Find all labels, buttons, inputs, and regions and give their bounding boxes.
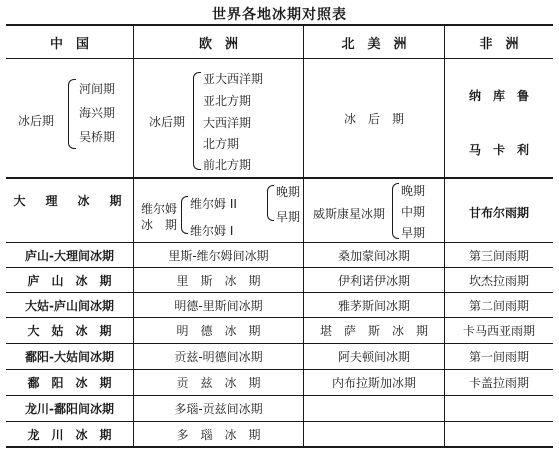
table-cell-north-america: 堪 萨 斯 冰 期: [319, 324, 428, 338]
table-cell-europe: 多瑙-贡兹间冰期: [174, 402, 263, 416]
table-cell-europe: 多 瑙 冰 期: [176, 427, 261, 442]
na-wisconsin-item: 晚期: [401, 184, 426, 198]
china-postglacial-item: 海兴期: [79, 106, 116, 120]
na-wisconsin-item: 早期: [401, 226, 426, 240]
table-cell-north-america: [304, 396, 444, 421]
header-north-america: 北 美 洲: [341, 36, 407, 52]
table-cell-china: 大 姑 冰 期: [27, 324, 112, 338]
table-cell-north-america: 阿夫顿间冰期: [337, 350, 410, 364]
table-cell-china: 大姑-庐山间冰期: [25, 298, 114, 313]
africa-nakuru: 纳 库 鲁: [468, 88, 529, 103]
table-cell-africa: 第二间雨期: [468, 298, 529, 313]
europe-postglacial-item: 亚北方期: [203, 94, 252, 108]
table-cell-africa: 坎杰拉雨期: [468, 273, 529, 288]
table-cell-europe: 贡兹-明德间冰期: [174, 350, 263, 364]
europe-postglacial-brace: [193, 72, 201, 170]
china-dali-glaciation: 大 理 冰 期: [13, 193, 126, 208]
table-cell-africa: 第三间雨期: [468, 248, 529, 263]
table-cell-africa: [445, 396, 553, 421]
table-cell-north-america: 桑加蒙间冰期: [337, 248, 410, 263]
table-cell-china: 庐 山 冰 期: [27, 273, 112, 288]
europe-wurm-brace: [181, 196, 188, 234]
europe-wurm-label-2: 冰 期: [141, 218, 178, 232]
table-cell-china: 龙 川 冰 期: [27, 427, 112, 442]
header-africa: 非 洲: [479, 36, 519, 52]
europe-postglacial-label: 冰后期: [149, 115, 186, 129]
table-cell-north-america: 伊利诺伊冰期: [337, 273, 410, 288]
header-europe: 欧 洲: [198, 36, 238, 52]
table-cell-north-america: 雅茅斯间冰期: [337, 298, 410, 313]
table-cell-africa: 卡盖拉雨期: [468, 376, 529, 390]
table-cell-africa: 卡马西亚雨期: [462, 324, 535, 338]
europe-wurm2-brace: [267, 185, 274, 221]
na-wisconsin-brace: [392, 183, 399, 239]
table-title: 世界各地冰期对照表: [212, 7, 347, 23]
europe-wurm2-phase: 早期: [276, 210, 301, 224]
table-cell-europe: 明 德 冰 期: [176, 324, 261, 338]
table-cell-europe: 里斯-维尔姆间冰期: [168, 248, 269, 263]
na-wisconsin-item: 中期: [401, 205, 426, 219]
china-postglacial-label: 冰后期: [18, 114, 55, 128]
na-wisconsin-label: 威斯康星冰期: [313, 207, 386, 221]
table-cell-north-america: 内布拉斯加冰期: [331, 376, 416, 390]
china-postglacial-item: 河间期: [79, 82, 116, 96]
africa-gamblian-pluvial: 甘布尔雨期: [468, 205, 529, 220]
na-postglacial: 冰 后 期: [343, 111, 404, 126]
table-cell-china: 龙川-鄱阳间冰期: [25, 402, 114, 416]
table-cell-china: 庐山-大理间冰期: [25, 248, 114, 263]
china-postglacial-brace: [68, 79, 76, 149]
header-china: 中 国: [49, 36, 89, 52]
europe-wurm-sub: 维尔姆 II: [190, 197, 237, 211]
europe-wurm-sub: 维尔姆 I: [190, 224, 234, 238]
table-cell-europe: 里 斯 冰 期: [176, 273, 261, 288]
africa-makalia: 马 卡 利: [468, 142, 529, 157]
table-cell-africa: [445, 422, 553, 446]
header-divider: [6, 58, 553, 59]
europe-postglacial-item: 亚大西洋期: [203, 72, 264, 86]
china-postglacial-item: 吴桥期: [79, 130, 116, 144]
table-cell-china: 鄱 阳 冰 期: [27, 376, 112, 390]
table-cell-africa: 第一间雨期: [468, 350, 529, 364]
europe-postglacial-item: 前北方期: [203, 158, 252, 172]
europe-wurm2-phase: 晚期: [276, 185, 301, 199]
row-divider-block1: [6, 177, 553, 179]
table-cell-europe: 贡 兹 冰 期: [176, 376, 261, 390]
table-cell-north-america: [304, 422, 444, 446]
table-cell-europe: 明德-里斯间冰期: [174, 298, 263, 313]
europe-postglacial-item: 大西洋期: [203, 116, 252, 130]
europe-postglacial-item: 北方期: [203, 137, 240, 151]
europe-wurm-label: 维尔姆: [141, 202, 178, 216]
table-cell-china: 鄱阳-大姑间冰期: [25, 350, 114, 364]
